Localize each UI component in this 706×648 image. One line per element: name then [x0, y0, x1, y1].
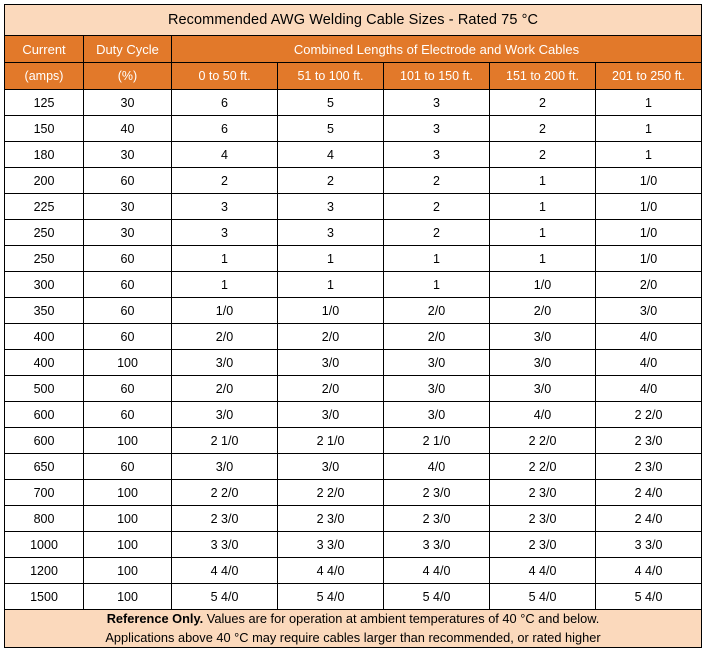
cell-size-151-200: 2 [490, 116, 596, 142]
cell-size-51-100: 3/0 [278, 402, 384, 428]
cell-size-0-50: 3/0 [172, 454, 278, 480]
column-header-length-51-100: 51 to 100 ft. [278, 63, 384, 90]
cell-size-0-50: 1/0 [172, 298, 278, 324]
cell-size-151-200: 3/0 [490, 350, 596, 376]
cell-size-51-100: 2 2/0 [278, 480, 384, 506]
column-header-length-201-250: 201 to 250 ft. [596, 63, 702, 90]
cell-size-51-100: 1 [278, 272, 384, 298]
cell-size-151-200: 5 4/0 [490, 584, 596, 610]
cell-duty: 100 [84, 584, 172, 610]
cell-duty: 30 [84, 194, 172, 220]
table-row [5, 558, 702, 584]
reference-note [5, 610, 702, 648]
cell-size-151-200: 4 4/0 [490, 558, 596, 584]
cell-duty: 30 [84, 220, 172, 246]
cell-duty: 60 [84, 246, 172, 272]
cell-size-201-250: 1 [596, 90, 702, 116]
cell-current: 250 [5, 220, 84, 246]
cell-size-51-100: 5 [278, 116, 384, 142]
cell-size-0-50: 2 1/0 [172, 428, 278, 454]
cell-size-101-150: 2 1/0 [384, 428, 490, 454]
cell-duty: 60 [84, 454, 172, 480]
cell-size-0-50: 2/0 [172, 376, 278, 402]
cell-size-151-200: 1 [490, 194, 596, 220]
cell-size-101-150: 2 [384, 168, 490, 194]
cell-size-151-200: 2/0 [490, 298, 596, 324]
cell-size-51-100: 2 3/0 [278, 506, 384, 532]
cell-size-151-200: 1 [490, 246, 596, 272]
cell-size-51-100: 1/0 [278, 298, 384, 324]
cell-size-51-100: 3/0 [278, 350, 384, 376]
cell-size-0-50: 3/0 [172, 402, 278, 428]
cell-size-0-50: 3 3/0 [172, 532, 278, 558]
title-row [5, 5, 702, 36]
cell-size-101-150: 3/0 [384, 350, 490, 376]
cell-duty: 60 [84, 272, 172, 298]
cell-size-51-100: 5 [278, 90, 384, 116]
cell-size-151-200: 2 3/0 [490, 532, 596, 558]
cell-duty: 40 [84, 116, 172, 142]
cell-size-201-250: 3 3/0 [596, 532, 702, 558]
table-row [5, 116, 702, 142]
cell-duty: 100 [84, 350, 172, 376]
cell-size-201-250: 2 2/0 [596, 402, 702, 428]
cell-duty: 30 [84, 142, 172, 168]
cell-size-0-50: 3/0 [172, 350, 278, 376]
cell-size-101-150: 2 3/0 [384, 480, 490, 506]
cell-current: 400 [5, 324, 84, 350]
cell-current: 150 [5, 116, 84, 142]
cell-current: 700 [5, 480, 84, 506]
table-row [5, 298, 702, 324]
cell-size-151-200: 2 3/0 [490, 480, 596, 506]
cell-size-201-250: 2 3/0 [596, 454, 702, 480]
cell-duty: 60 [84, 402, 172, 428]
cell-size-101-150: 2/0 [384, 324, 490, 350]
cell-current: 300 [5, 272, 84, 298]
cell-size-51-100: 2/0 [278, 376, 384, 402]
cell-size-0-50: 2 3/0 [172, 506, 278, 532]
reference-note-line1-rest: Values are for operation at ambient temperatures of 40 °C and below. [203, 611, 600, 626]
cell-size-201-250: 4/0 [596, 324, 702, 350]
cell-current: 125 [5, 90, 84, 116]
cell-duty: 100 [84, 532, 172, 558]
table-row [5, 454, 702, 480]
column-header-length-151-200: 151 to 200 ft. [490, 63, 596, 90]
cell-current: 600 [5, 428, 84, 454]
cell-size-151-200: 4/0 [490, 402, 596, 428]
table-row [5, 428, 702, 454]
column-header-length-101-150: 101 to 150 ft. [384, 63, 490, 90]
cell-size-151-200: 1/0 [490, 272, 596, 298]
table-row [5, 272, 702, 298]
cell-current: 650 [5, 454, 84, 480]
cell-current: 1000 [5, 532, 84, 558]
cell-size-151-200: 3/0 [490, 324, 596, 350]
cell-size-201-250: 2 4/0 [596, 480, 702, 506]
column-header-combined-lengths: Combined Lengths of Electrode and Work Cables [172, 36, 702, 63]
cell-duty: 100 [84, 558, 172, 584]
cell-size-201-250: 1 [596, 142, 702, 168]
header-row-secondary [5, 63, 702, 90]
table-row [5, 402, 702, 428]
cell-size-101-150: 2 [384, 194, 490, 220]
cell-size-101-150: 4 4/0 [384, 558, 490, 584]
awg-cable-size-table [4, 4, 702, 648]
cell-size-101-150: 2 [384, 220, 490, 246]
cell-size-0-50: 6 [172, 90, 278, 116]
cell-size-51-100: 5 4/0 [278, 584, 384, 610]
cell-size-201-250: 3/0 [596, 298, 702, 324]
cell-size-0-50: 4 [172, 142, 278, 168]
cell-size-101-150: 2/0 [384, 298, 490, 324]
cell-current: 1500 [5, 584, 84, 610]
cell-size-151-200: 2 [490, 142, 596, 168]
cell-current: 180 [5, 142, 84, 168]
cell-size-201-250: 5 4/0 [596, 584, 702, 610]
column-header-length-0-50: 0 to 50 ft. [172, 63, 278, 90]
cell-size-101-150: 2 3/0 [384, 506, 490, 532]
footer-row [5, 610, 702, 648]
cell-size-101-150: 3 [384, 116, 490, 142]
table-body [5, 5, 702, 648]
table-row [5, 194, 702, 220]
cell-size-0-50: 6 [172, 116, 278, 142]
cell-duty: 100 [84, 428, 172, 454]
cell-size-0-50: 3 [172, 194, 278, 220]
cell-size-201-250: 2/0 [596, 272, 702, 298]
cell-current: 400 [5, 350, 84, 376]
cell-size-201-250: 1/0 [596, 246, 702, 272]
header-row-primary [5, 36, 702, 63]
cell-size-101-150: 3/0 [384, 376, 490, 402]
cell-size-201-250: 4 4/0 [596, 558, 702, 584]
cell-size-201-250: 1/0 [596, 194, 702, 220]
table-row [5, 480, 702, 506]
cell-duty: 60 [84, 298, 172, 324]
cell-duty: 100 [84, 480, 172, 506]
cell-current: 1200 [5, 558, 84, 584]
column-header-duty-cycle: Duty Cycle [84, 36, 172, 63]
cell-size-51-100: 1 [278, 246, 384, 272]
table-row [5, 220, 702, 246]
cell-size-201-250: 1 [596, 116, 702, 142]
cell-size-0-50: 1 [172, 246, 278, 272]
column-header-duty-cycle-unit: (%) [84, 63, 172, 90]
cell-size-51-100: 4 [278, 142, 384, 168]
table-row [5, 324, 702, 350]
cell-current: 250 [5, 246, 84, 272]
cell-size-0-50: 4 4/0 [172, 558, 278, 584]
table-row [5, 142, 702, 168]
cell-size-151-200: 3/0 [490, 376, 596, 402]
cell-size-151-200: 1 [490, 168, 596, 194]
cell-size-101-150: 3 [384, 142, 490, 168]
table-row [5, 90, 702, 116]
cell-size-201-250: 4/0 [596, 350, 702, 376]
cell-duty: 60 [84, 168, 172, 194]
table-row [5, 506, 702, 532]
cell-size-0-50: 5 4/0 [172, 584, 278, 610]
cell-size-51-100: 3 [278, 220, 384, 246]
table-row [5, 246, 702, 272]
table-row [5, 532, 702, 558]
cell-size-0-50: 1 [172, 272, 278, 298]
cell-size-201-250: 1/0 [596, 168, 702, 194]
cell-current: 500 [5, 376, 84, 402]
cell-size-201-250: 2 4/0 [596, 506, 702, 532]
cell-size-0-50: 3 [172, 220, 278, 246]
cell-size-151-200: 1 [490, 220, 596, 246]
cell-size-201-250: 4/0 [596, 376, 702, 402]
table-row [5, 350, 702, 376]
cell-current: 800 [5, 506, 84, 532]
column-header-current-unit: (amps) [5, 63, 84, 90]
cell-size-0-50: 2 [172, 168, 278, 194]
cell-size-0-50: 2 2/0 [172, 480, 278, 506]
reference-note-line1 [107, 611, 600, 626]
cell-size-151-200: 2 [490, 90, 596, 116]
cell-size-101-150: 5 4/0 [384, 584, 490, 610]
cell-size-201-250: 2 3/0 [596, 428, 702, 454]
cell-size-101-150: 1 [384, 246, 490, 272]
cell-size-151-200: 2 3/0 [490, 506, 596, 532]
table-row [5, 376, 702, 402]
reference-note-label: Reference Only. [106, 611, 204, 626]
cell-duty: 30 [84, 90, 172, 116]
cell-current: 350 [5, 298, 84, 324]
cell-size-201-250: 1/0 [596, 220, 702, 246]
cell-duty: 60 [84, 324, 172, 350]
cell-duty: 60 [84, 376, 172, 402]
cell-size-101-150: 3 3/0 [384, 532, 490, 558]
table-row [5, 168, 702, 194]
cell-size-51-100: 2 [278, 168, 384, 194]
column-header-current: Current [5, 36, 84, 63]
page-title: Recommended AWG Welding Cable Sizes - Rated 75 °C [5, 5, 702, 36]
table-row [5, 584, 702, 610]
cell-current: 225 [5, 194, 84, 220]
cell-size-101-150: 1 [384, 272, 490, 298]
cell-size-51-100: 2 1/0 [278, 428, 384, 454]
cell-size-51-100: 2/0 [278, 324, 384, 350]
cell-size-51-100: 3 3/0 [278, 532, 384, 558]
cell-size-101-150: 4/0 [384, 454, 490, 480]
cell-size-51-100: 3 [278, 194, 384, 220]
cell-duty: 100 [84, 506, 172, 532]
cell-size-101-150: 3 [384, 90, 490, 116]
cell-size-151-200: 2 2/0 [490, 428, 596, 454]
cell-size-151-200: 2 2/0 [490, 454, 596, 480]
cell-size-0-50: 2/0 [172, 324, 278, 350]
cell-current: 200 [5, 168, 84, 194]
cell-size-51-100: 3/0 [278, 454, 384, 480]
reference-note-line2: Applications above 40 °C may require cables larger than recommended, or rated higher [105, 629, 601, 645]
cell-current: 600 [5, 402, 84, 428]
cell-size-51-100: 4 4/0 [278, 558, 384, 584]
cell-size-101-150: 3/0 [384, 402, 490, 428]
